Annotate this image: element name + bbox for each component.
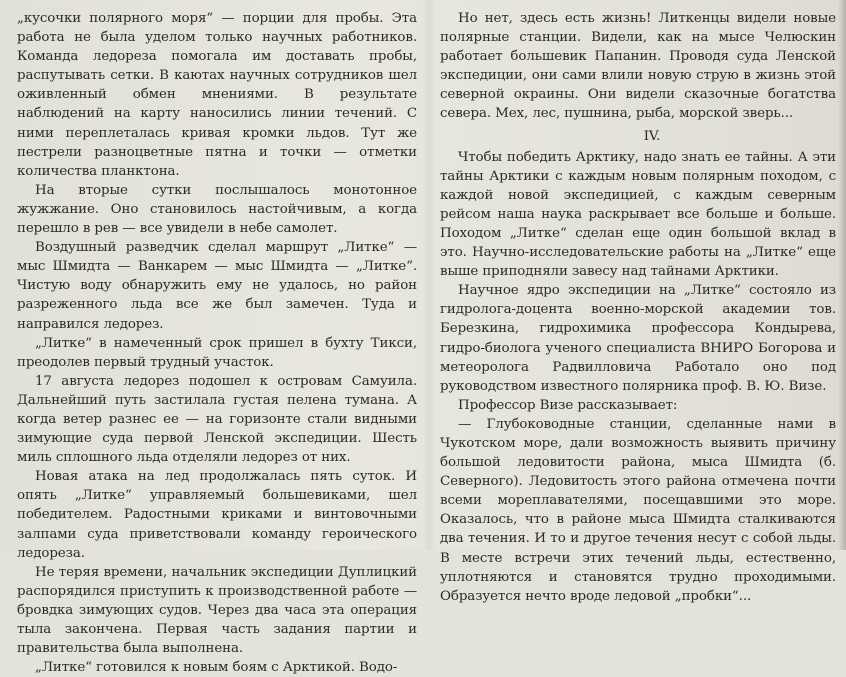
right-paragraph-1: Но нет, здесь есть жизнь! Литкенцы видели новые полярные станции. Видели, как на мысе Челюскин работает большевик Папанин. Проводя суда Ленской экспедиции, они сами влили новую струю в жизнь этой северной окраины. Они видели сказочные богатства севера. Мех, лес, пушнина, рыба, морской зверь...: [440, 11, 836, 122]
left-paragraph-2: На вторые сутки послышалось монотонное жужжание. Оно становилось настойчивым, а когда перешло в рев — все увидели в небе самолет.: [17, 182, 417, 237]
right-paragraph-2: Чтобы победить Арктику, надо знать ее тайны. А эти тайны Арктики с каждым новым полярным походом, с каждой новой экспедицией, с каждым северным рейсом наша наука раскрывает все больше и больше. Походом „Литке“ сделан еще один большой вклад в это. Научно-исследовательские работы на „Литке“ еще выше приподняли завесу над тайнами Арктики.: [440, 149, 836, 280]
right-paragraph-4: Профессор Визе рассказывает:: [458, 397, 678, 413]
left-paragraph-8: „Литке“ готовился к новым боям с Арктикой. Водо-: [35, 660, 398, 676]
left-paragraph-3: Воздушный разведчик сделал маршрут „Литке“ — мыс Шмидта — Ванкарем — мыс Шмидта — „Литке“. Чистую воду обнаружить ему не удалось, но район разреженного льда все же был замечен. Туда и направился ледорез.: [17, 240, 417, 332]
left-paragraph-5: 17 августа ледорез подошел к островам Самуила. Дальнейший путь застилала густая пелена тумана. А когда ветер разнес ее — на горизонте стали видными зимующие суда первой Ленской экспедиции. Шесть миль сплошного льда отделяли ледорез от них.: [17, 373, 417, 466]
column-gutter: [423, 0, 435, 550]
right-paragraph-5: — Глубоководные станции, сделанные нами в Чукотском море, дали возможность выявить причину большой ледовитости района, мыса Шмидта (б. Северного). Ледовитость этого района отмечена почти всеми мореплавателями, посещавшими это море. Оказалось, что в районе мыса Шмидта сталкиваются два течения. И то и другое течения несут с собой льды. В месте встречи этих течений льды, естественно, уплотняются и становятся трудно проходимыми. Образуется нечто вроде ледовой „пробки“...: [440, 416, 836, 604]
page-edge-shadow: [838, 0, 846, 550]
left-column: [17, 9, 417, 677]
left-paragraph-6: Новая атака на лед продолжалась пять суток. И опять „Литке“ управляемый большевиками, шел победителем. Радостными криками и винтовочными залпами суда приветствовали команду героического ледореза.: [17, 469, 417, 561]
left-paragraph-4: „Литке“ в намеченный срок пришел в бухту Тикси, преодолев первый трудный участок.: [17, 335, 417, 370]
left-paragraph-7: Не теряя времени, начальник экспедиции Дуплицкий распорядился приступить к производственной работе — бровдка зимующих судов. Через два часа эта операция тыла закончена. Первая часть задания партии и правительства была выполнена.: [17, 564, 417, 657]
left-paragraph-1: „кусочки полярного моря“ — порции для пробы. Эта работа не была уделом только научных работников. Команда ледореза помогала им доставать пробы, распутывать сетки. В каютах научных сотрудников шел оживленный обмен мнениями. В результате наблюдений на карту наносились линии течений. С ними переплеталась кривая кромки льдов. Тут же пестрели разноцветные пятна и точки — отметки количества планктона.: [17, 11, 417, 179]
right-paragraph-3: Научное ядро экспедиции на „Литке“ состояло из гидролога-доцента военно-морской академии тов. Березкина, гидрохимика профессора Кондырева, гидро-биолога ученого специалиста ВНИРО Богорова и метеоролога Радвилловича Работало оно под руководством известного полярника проф. В. Ю. Визе.: [440, 283, 836, 394]
right-column: [440, 9, 836, 606]
section-heading: IV.: [643, 128, 661, 144]
